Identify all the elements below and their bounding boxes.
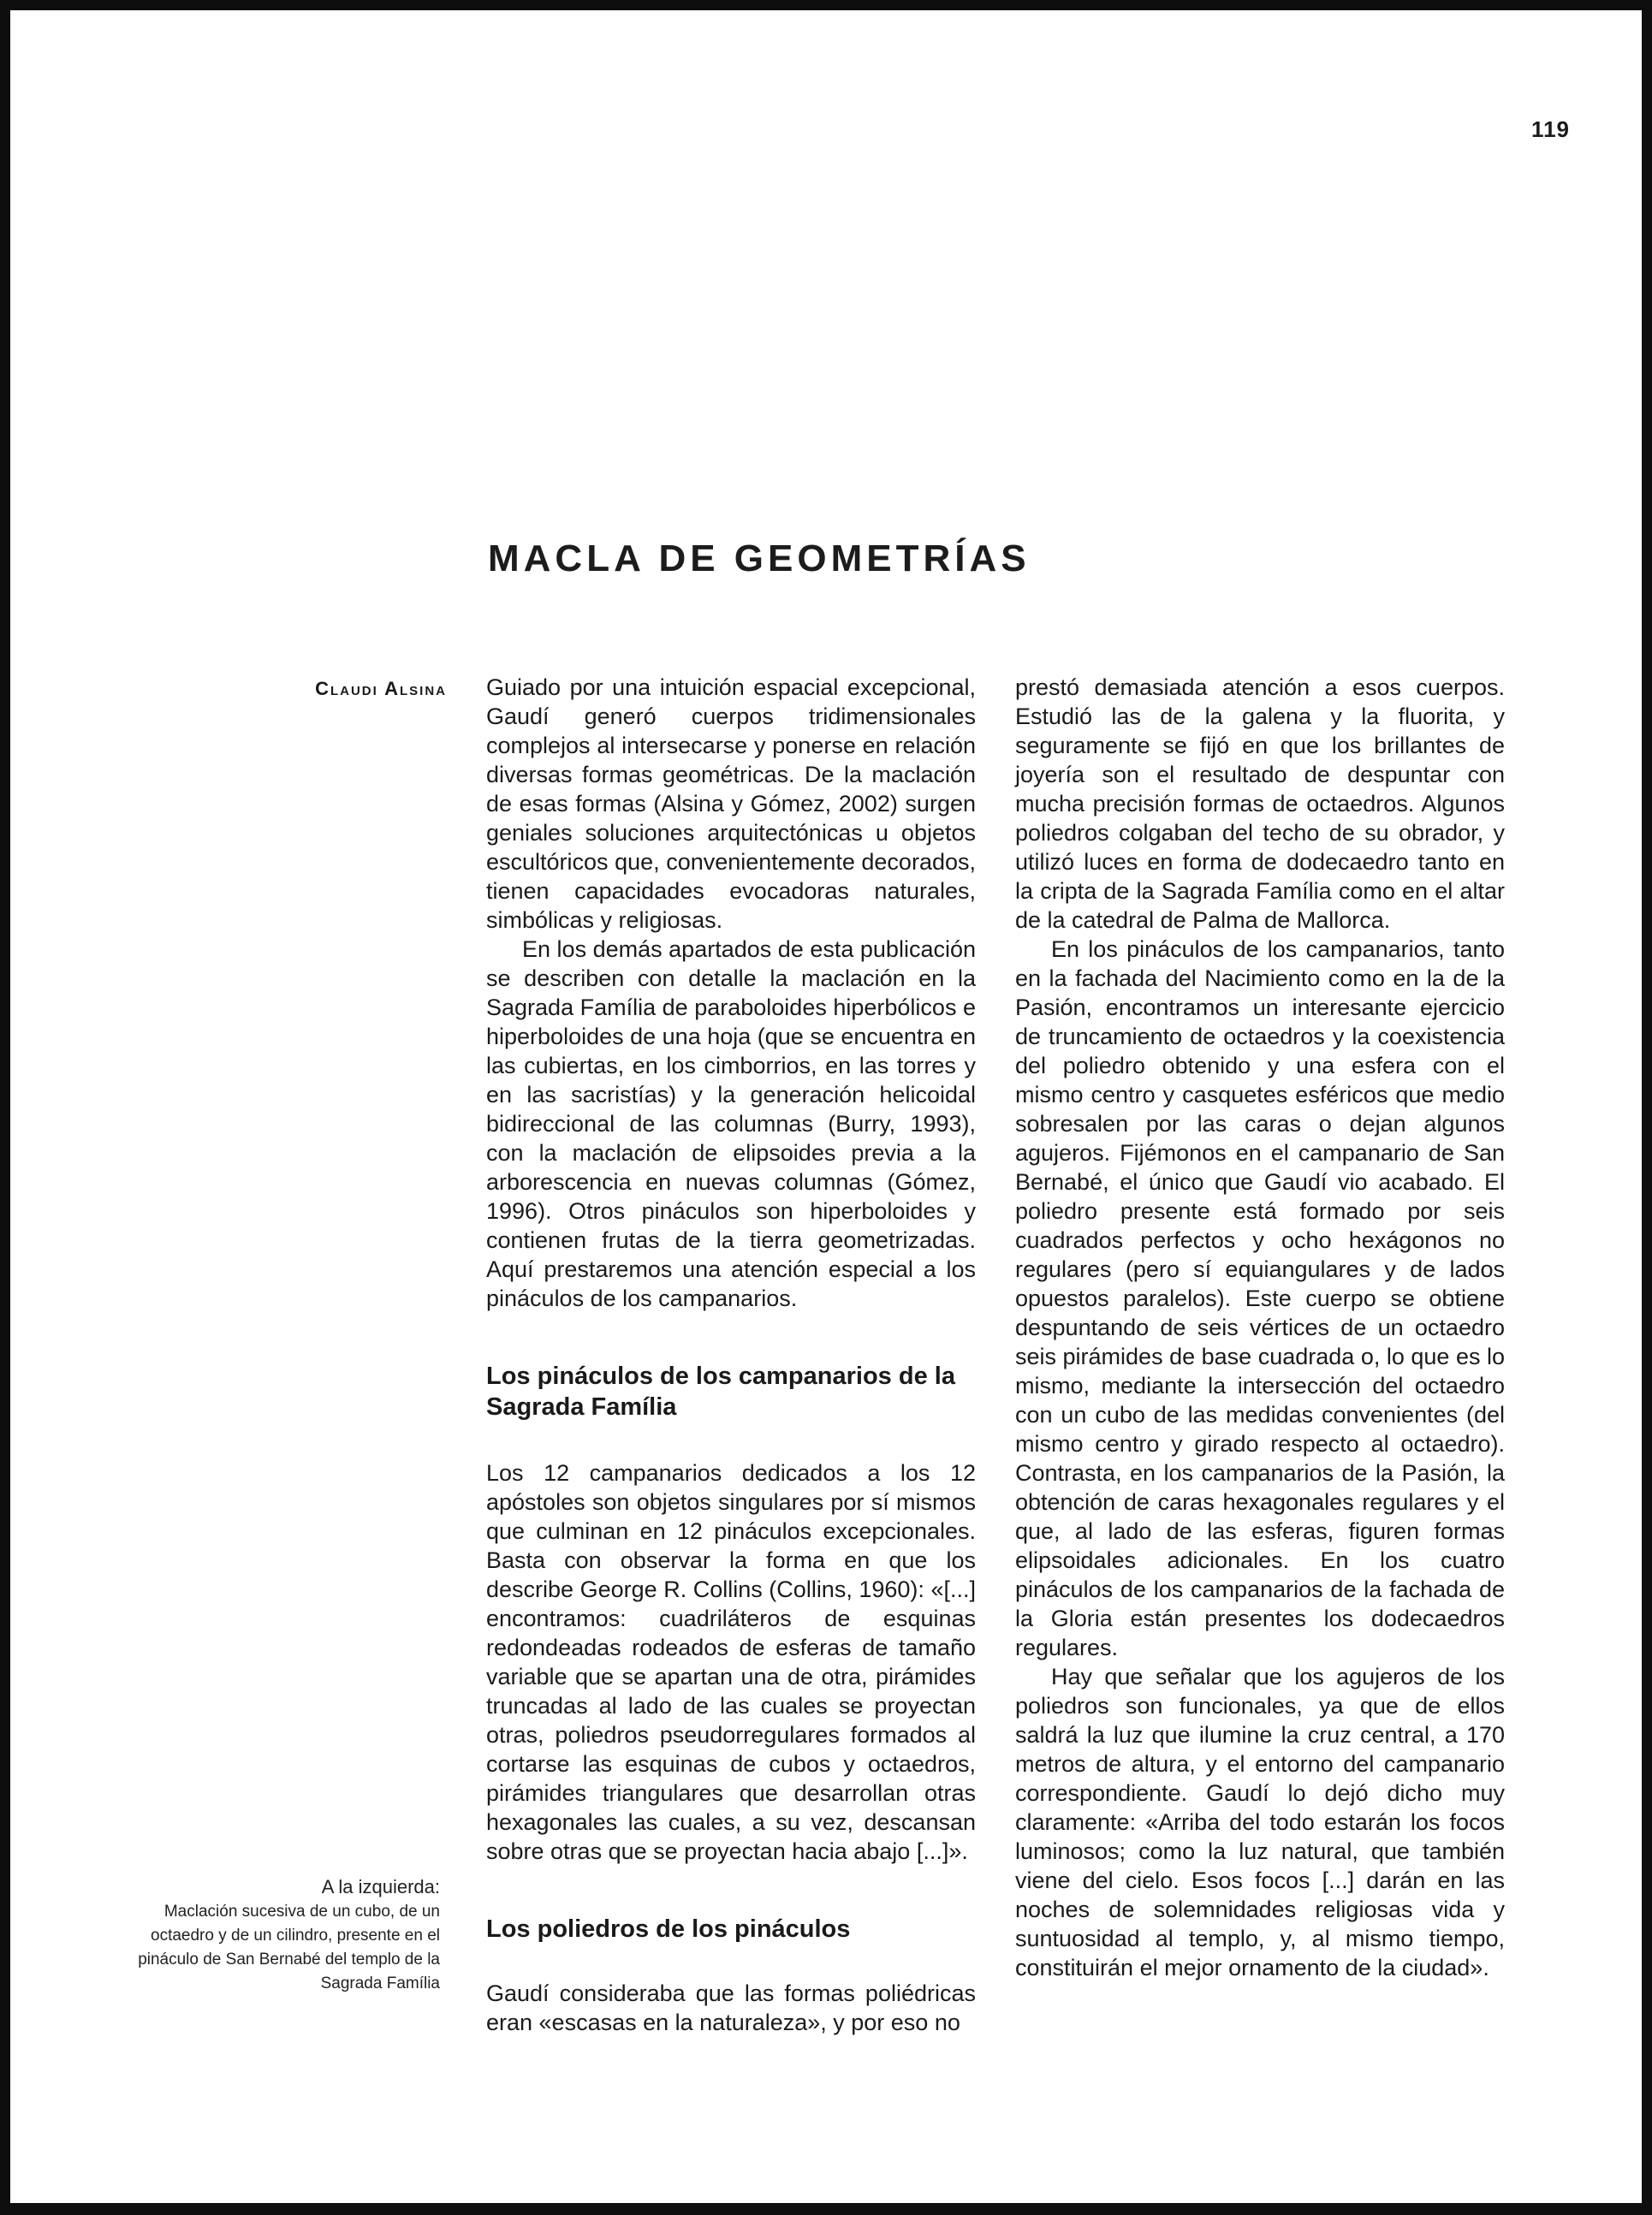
- paragraph: prestó demasiada atención a esos cuerpos. Estudió las de la galena y la fluorita, y seguramente se fijó en que los brillantes de joyería son el resultado de despuntar con mucha precisión formas de octaedros. Algunos poliedros colgaban del techo de su obrador, y utilizó luces en forma de dodecaedro tanto en la cripta de la Sagrada Família como en el altar de la catedral de Palma de Mallorca.: [1015, 674, 1505, 933]
- paragraph: Hay que señalar que los agujeros de los poliedros son funcionales, ya que de ellos saldrá la luz que ilumine la cruz central, a 170 metros de altura, y el entorno del campanario correspondiente. Gaudí lo dejó dicho muy claramente: «Arriba del todo estarán los focos luminosos; como la luz natural, que también viene del cielo. Esos focos [...] darán en las noches de solemnidades religiosas vida y suntuosidad al templo, y, al mismo tiempo, constituirán el mejor ornamento de la ciudad».: [1015, 1664, 1505, 1980]
- paragraph: Guiado por una intuición espacial excepcional, Gaudí generó cuerpos tridimensionales complejos al intersecarse y ponerse en relación diversas formas geométricas. De la maclación de esas formas (Alsina y Gómez, 2002) surgen geniales soluciones arquitectónicas u objetos escultóricos que, convenientemente decorados, tienen capacidades evocadoras naturales, simbólicas y religiosas.: [486, 674, 976, 933]
- scan-border-bottom: [0, 2203, 1652, 2215]
- author-name: Claudi Alsina: [315, 678, 447, 699]
- caption-text: Maclación sucesiva de un cubo, de un octaedro y de un cilindro, presente en el pináculo de San Bernabé del templo de la Sagrada Família: [138, 1903, 440, 1992]
- caption-heading: A la izquierda:: [321, 1876, 440, 1897]
- page-number: 119: [1531, 116, 1570, 142]
- section-heading: Los pináculos de los campanarios de la Sagrada Família: [486, 1363, 955, 1421]
- scan-border-right: [1642, 0, 1652, 2215]
- paragraph: En los pináculos de los campanarios, tanto en la fachada del Nacimiento como en la de la Pasión, encontramos un interesante ejercicio de truncamiento de octaedros y la coexistencia del poliedro obtenido y una esfera con el mismo centro y casquetes esféricos que medio sobresalen por las caras o dejan algunos agujeros. Fijémonos en el campanario de San Bernabé, el único que Gaudí vio acabado. El poliedro presente está formado por seis cuadrados perfectos y ocho hexágonos no regulares (pero sí equiangulares y de lados opuestos paralelos). Este cuerpo se obtiene despuntando de seis vértices de un octaedro seis pirámides de base cuadrada o, lo que es lo mismo, mediante la intersección del octaedro con un cubo de las medidas convenientes (del mismo centro y girado respecto al octaedro). Contrasta, en los campanarios de la Pasión, la obtención de caras hexagonales regulares y el que, al lado de las esferas, figuren formas elipsoidales adicionales. En los cuatro pináculos de los campanarios de la fachada de la Gloria están presentes los dodecaedros regulares.: [1015, 936, 1505, 1660]
- text-column-right: [1015, 673, 1505, 1982]
- text-column-left: [486, 673, 976, 2037]
- paragraph: Gaudí consideraba que las formas poliédricas eran «escasas en la naturaleza», y por eso no: [486, 1980, 976, 2035]
- scan-border-left: [0, 0, 10, 2215]
- section-heading: Los poliedros de los pináculos: [486, 1915, 851, 1943]
- figure-caption: [103, 1874, 440, 1996]
- paragraph: Los 12 campanarios dedicados a los 12 apóstoles son objetos singulares por sí mismos que culminan en 12 pináculos excepcionales. Basta con observar la forma en que los describe George R. Collins (Collins, 1960): «[...] encontramos: cuadriláteros de esquinas redondeadas rodeados de esferas de tamaño variable que se apartan una de otra, pirámides truncadas al lado de las cuales se proyectan otras, poliedros pseudorregulares formados al cortarse las esquinas de cubos y octaedros, pirámides triangulares que desarrollan otras hexagonales las cuales, a su vez, descansan sobre otras que se proyectan hacia abajo [...]».: [486, 1460, 976, 1864]
- article-title: MACLA DE GEOMETRÍAS: [488, 537, 1031, 579]
- scan-border-top: [0, 0, 1652, 10]
- paragraph: En los demás apartados de esta publicación se describen con detalle la maclación en la Sagrada Família de paraboloides hiperbólicos e hiperboloides de una hoja (que se encuentra en las cubiertas, en los cimborrios, en las torres y en las sacristías) y la generación helicoidal bidireccional de las columnas (Burry, 1993), con la maclación de elipsoides previa a la arborescencia en nuevas columnas (Gómez, 1996). Otros pináculos son hiperboloides y contienen frutas de la tierra geometrizadas. Aquí prestaremos una atención especial a los pináculos de los campanarios.: [486, 936, 976, 1311]
